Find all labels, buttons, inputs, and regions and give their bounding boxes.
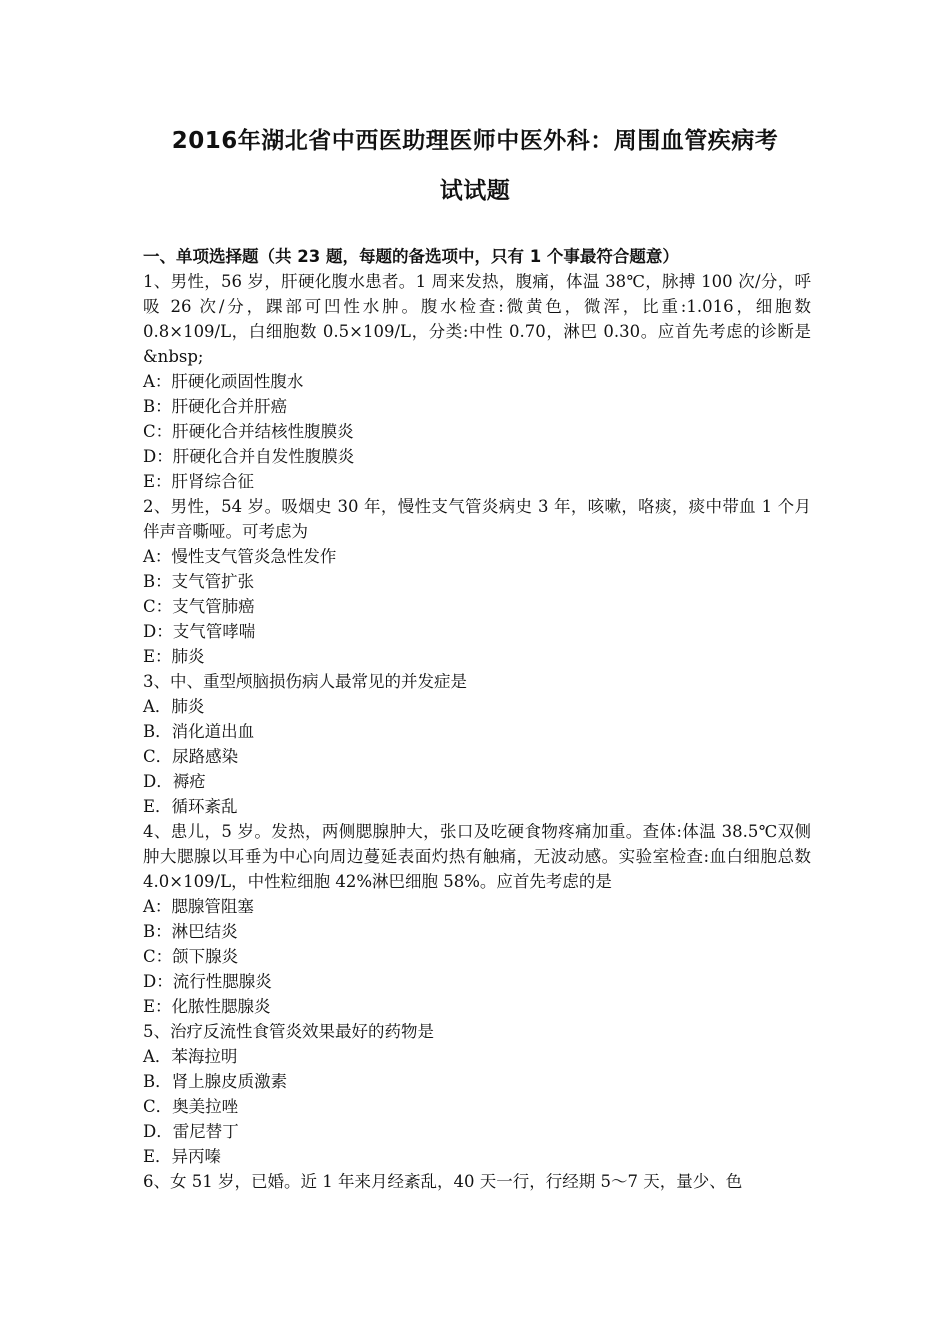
section-header: 一、单项选择题（共 23 题，每题的备选项中，只有 1 个事最符合题意） <box>143 247 679 266</box>
option-b: B．肾上腺皮质激素 <box>143 1072 288 1091</box>
option-b: B：肝硬化合并肝癌 <box>143 397 288 416</box>
option-c: C：支气管肺癌 <box>143 597 255 616</box>
option-c: C：肝硬化合并结核性腹膜炎 <box>143 422 354 441</box>
question-stem: 1、男性，56 岁，肝硬化腹水患者。1 周来发热，腹痛，体温 38℃，脉搏 100 次/分，呼吸 26 次/分，踝部可凹性水肿。腹水检查:微黄色，微浑，比重:1.016，细胞数 0.8×109/L，白细胞数 0.5×109/L，分类:中性 0.70，淋巴 0.30。应首先考虑的诊断是&nbsp; <box>143 272 811 366</box>
document-body <box>143 244 811 1194</box>
document-title-line2: 试试题 <box>439 178 511 204</box>
document-title-line1: 2016年湖北省中西医助理医师中医外科：周围血管疾病考 <box>171 128 779 154</box>
option-e: E．异丙嗪 <box>143 1147 222 1166</box>
option-d: D：肝硬化合并自发性腹膜炎 <box>143 447 355 466</box>
option-c: C．尿路感染 <box>143 747 239 766</box>
question-stem: 6、女 51 岁，已婚。近 1 年来月经紊乱，40 天一行，行经期 5～7 天，量少、色 <box>143 1172 743 1191</box>
option-e: E：肝肾综合征 <box>143 472 255 491</box>
option-c: C．奥美拉唑 <box>143 1097 239 1116</box>
option-a: A：慢性支气管炎急性发作 <box>143 547 337 566</box>
question-stem: 4、患儿，5 岁。发热，两侧腮腺肿大，张口及吃硬食物疼痛加重。查体:体温 38.5℃双侧肿大腮腺以耳垂为中心向周边蔓延表面灼热有触痛，无波动感。实验室检查:血白细胞总数 4.0×109/L，中性粒细胞 42%淋巴细胞 58%。应首先考虑的是 <box>143 822 811 891</box>
option-a: A．苯海拉明 <box>143 1047 238 1066</box>
question-stem: 5、治疗反流性食管炎效果最好的药物是 <box>143 1022 434 1041</box>
question-1 <box>143 269 811 494</box>
option-e: E．循环紊乱 <box>143 797 238 816</box>
option-a: A：肝硬化顽固性腹水 <box>143 372 304 391</box>
option-c: C：颌下腺炎 <box>143 947 239 966</box>
option-d: D．褥疮 <box>143 772 206 791</box>
question-5 <box>143 1019 811 1169</box>
option-e: E：化脓性腮腺炎 <box>143 997 271 1016</box>
option-a: A：腮腺管阻塞 <box>143 897 254 916</box>
question-stem: 2、男性，54 岁。吸烟史 30 年，慢性支气管炎病史 3 年，咳嗽，咯痰，痰中带血 1 个月伴声音嘶哑。可考虑为 <box>143 497 811 541</box>
question-3 <box>143 669 811 819</box>
option-b: B：支气管扩张 <box>143 572 255 591</box>
question-4 <box>143 819 811 1019</box>
question-stem: 3、中、重型颅脑损伤病人最常见的并发症是 <box>143 672 467 691</box>
option-d: D．雷尼替丁 <box>143 1122 239 1141</box>
question-6 <box>143 1169 811 1194</box>
option-d: D：支气管哮喘 <box>143 622 256 641</box>
option-b: B：淋巴结炎 <box>143 922 238 941</box>
option-e: E：肺炎 <box>143 647 205 666</box>
option-d: D：流行性腮腺炎 <box>143 972 272 991</box>
question-2 <box>143 494 811 669</box>
option-b: B．消化道出血 <box>143 722 255 741</box>
option-a: A．肺炎 <box>143 697 205 716</box>
